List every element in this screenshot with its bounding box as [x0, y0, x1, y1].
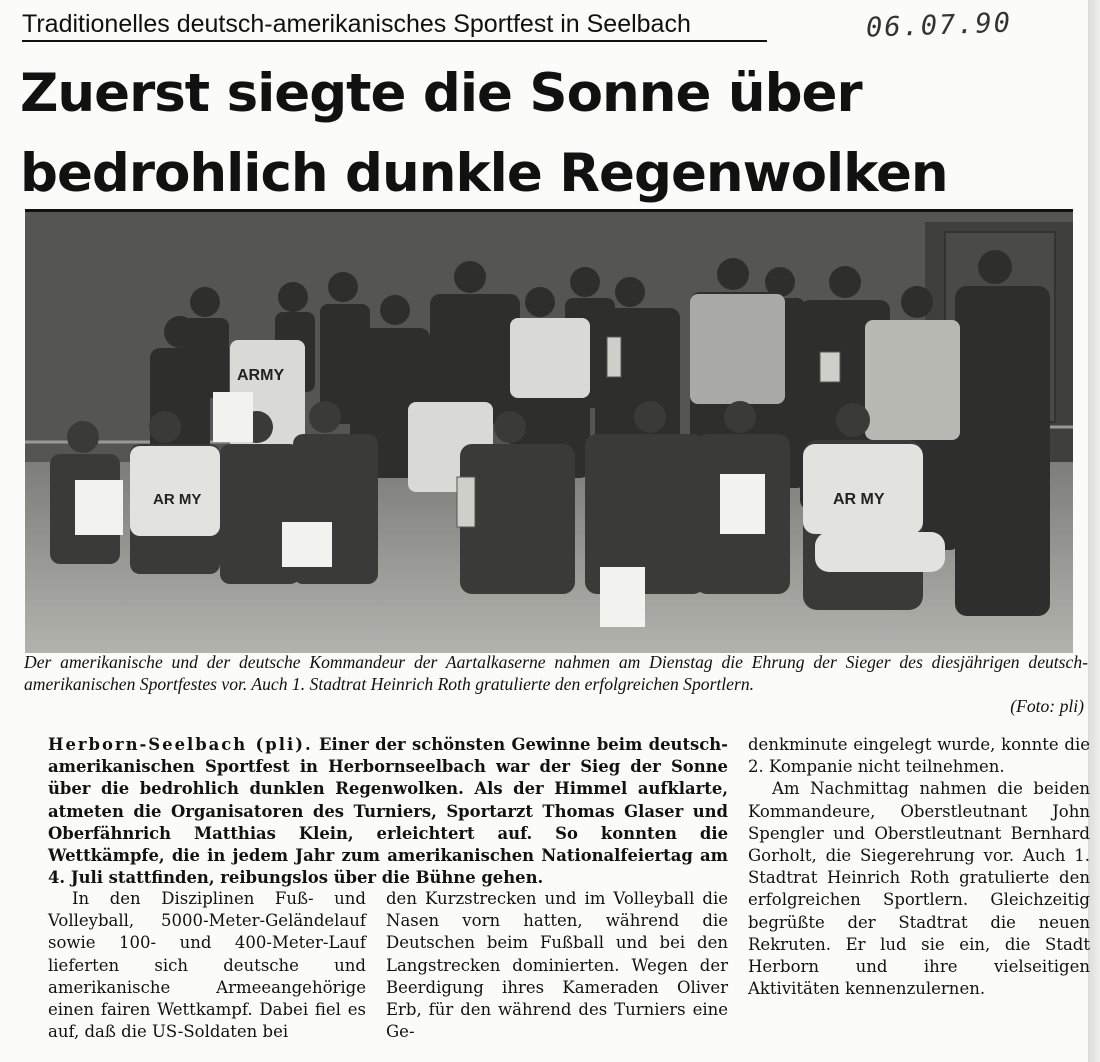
body-column-2: den Kurzstrecken und im Volleyball die Nasen vorn hatten, während die Deutschen beim Fußball und bei den Langstrecken dominierten. Wegen der Beerdigung ihres Kameraden Oliver Erb, für den während des Turniers eine Ge- — [386, 889, 728, 1042]
group-photo-illustration — [25, 212, 1073, 653]
body-column-3 — [748, 734, 1090, 1000]
dateline: Herborn-Seelbach (pli). — [48, 735, 313, 754]
lead-text: Einer der schönsten Gewinne beim deutsch-amerikanischen Sportfest in Herbornseelbach war der Sieg der Sonne über die bedrohlich dunklen Regenwolken. Als der Himmel aufklarte, atmeten die Organisatoren des Turniers, Sportarzt Thomas Glaser und Oberfähnrich Matthias Klein, erleichtert auf. So konnten die Wettkämpfe, die in jedem Jahr zum amerikanischen Nationalfeiertag am 4. Juli stattfinden, reibungslos über die Bühne gehen. — [48, 735, 728, 888]
shirt-text-army-1: ARMY — [237, 367, 285, 384]
kicker-line: Traditionelles deutsch-amerikanisches Sportfest in Seelbach — [22, 8, 767, 42]
body-column-1: In den Disziplinen Fuß- und Volleyball, 5000-Meter-Geländelauf sowie 100- und 400-Meter-Lauf lieferten sich deutsche und amerikanische Armeeangehörige einen fairen Wettkampf. Dabei fiel es auf, daß die US-Soldaten bei — [48, 889, 366, 1042]
shirt-text-army-3: AR MY — [833, 491, 885, 508]
headline-line-1: Zuerst siegte die Sonne über — [20, 63, 862, 124]
lead-paragraph — [48, 734, 728, 889]
group-photo — [25, 209, 1073, 653]
headline — [20, 54, 1080, 214]
shirt-text-army-2: AR MY — [153, 491, 202, 508]
photo-credit: (Foto: pli) — [1010, 696, 1084, 716]
caption-text: Der amerikanische und der deutsche Kommandeur der Aartalkaserne nahmen am Dienstag die Ehrung der Sieger des diesjährigen deutsch-amerikanischen Sportfestes vor. Auch 1. Stadtrat Heinrich Roth gratulierte den erfolgreichen Sportlern. — [24, 652, 1088, 694]
photo-caption — [24, 651, 1088, 716]
headline-line-2: bedrohlich dunkle Regenwolken — [20, 143, 948, 204]
handwritten-date: 06.07.90 — [865, 7, 1013, 44]
body-column-3-paragraph-2: Am Nachmittag nahmen die beiden Kommandeure, Oberstleutnant John Spengler und Oberstleutnant Bernhard Gorholt, die Siegerehrung vor. Auch 1. Stadtrat Heinrich Roth gratulierte den erfolgreichen Sportlern. Gleichzeitig begrüßte der Stadtrat die neuen Rekruten. Er lud sie ein, die Stadt Herborn und ihre vielseitigen Aktivitäten kennenzulernen. — [748, 779, 1090, 999]
body-column-3-paragraph-1: denkminute eingelegt wurde, konnte die 2. Kompanie nicht teilnehmen. — [748, 735, 1090, 777]
